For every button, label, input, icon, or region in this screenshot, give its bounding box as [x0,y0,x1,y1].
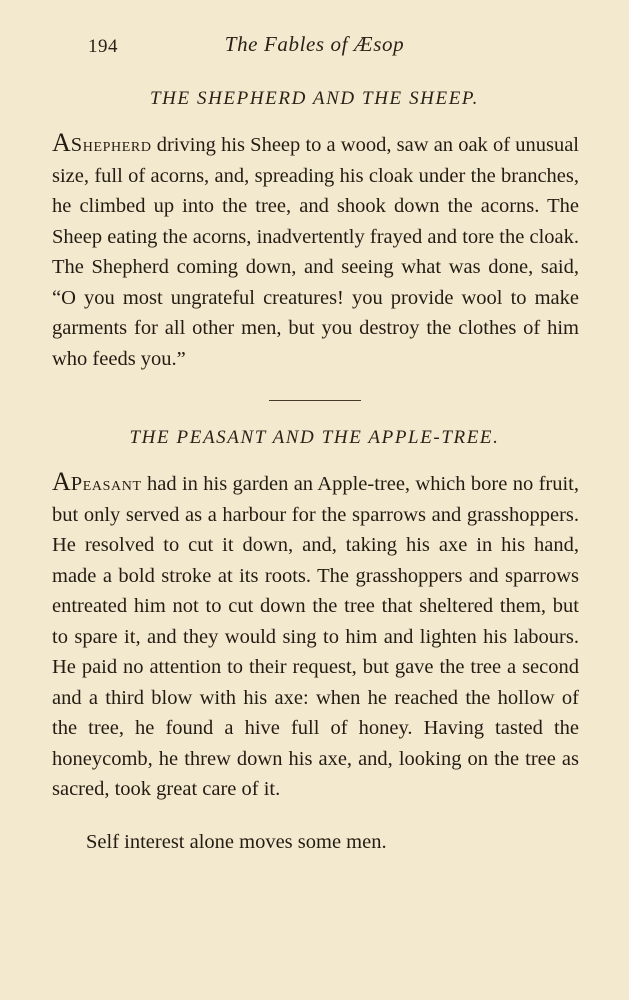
fable-moral: Self interest alone moves some men. [86,830,387,853]
opening-smallcaps-word: Shepherd [70,134,152,156]
opening-smallcaps-word: Peasant [70,473,142,495]
fable-body-text: driving his Sheep to a wood, saw an oak of unusual size, full of acorns, and, spreading his cloak under the branches, he climbed up into the tree, and shook down the acorns. The Sheep eating the acorns, inadvertently frayed and tore the cloak. The Shepherd coming down, and seeing what was done, said, “O you most ungrateful creatures! you provide wool to make garments for all other men, but you destroy the clothes of him who feeds you.” [52,134,579,370]
fable-peasant-and-apple-tree [40,427,589,857]
drop-initial: A [52,467,71,496]
fable-body [40,128,589,374]
fable-title: THE SHEPHERD AND THE SHEEP. [149,88,480,109]
fable-body [40,467,589,805]
page-number: 194 [88,36,118,57]
book-title: The Fables of Æsop [224,32,405,56]
fable-shepherd-and-sheep [40,88,589,374]
horizontal-rule-icon [269,400,361,401]
fable-title: THE PEASANT AND THE APPLE-TREE. [129,427,500,448]
running-head [40,30,589,70]
section-divider [40,400,589,401]
drop-initial: A [52,128,71,157]
fable-body-text: had in his garden an Apple-tree, which bore no fruit, but only served as a harbour for the sparrows and grasshoppers. He resolved to cut it down, and, taking his axe in his hand, made a bold stroke at its roots. The grasshoppers and sparrows entreated him not to cut down the tree that sheltered them, but to spare it, and they would sing to him and lighten his labours. He paid no attention to their request, but gave the tree a second and a third blow with his axe: when he reached the hollow of the tree, he found a hive full of honey. Having tasted the honeycomb, he threw down his axe, and, looking on the tree as sacred, took great care of it. [52,473,579,800]
